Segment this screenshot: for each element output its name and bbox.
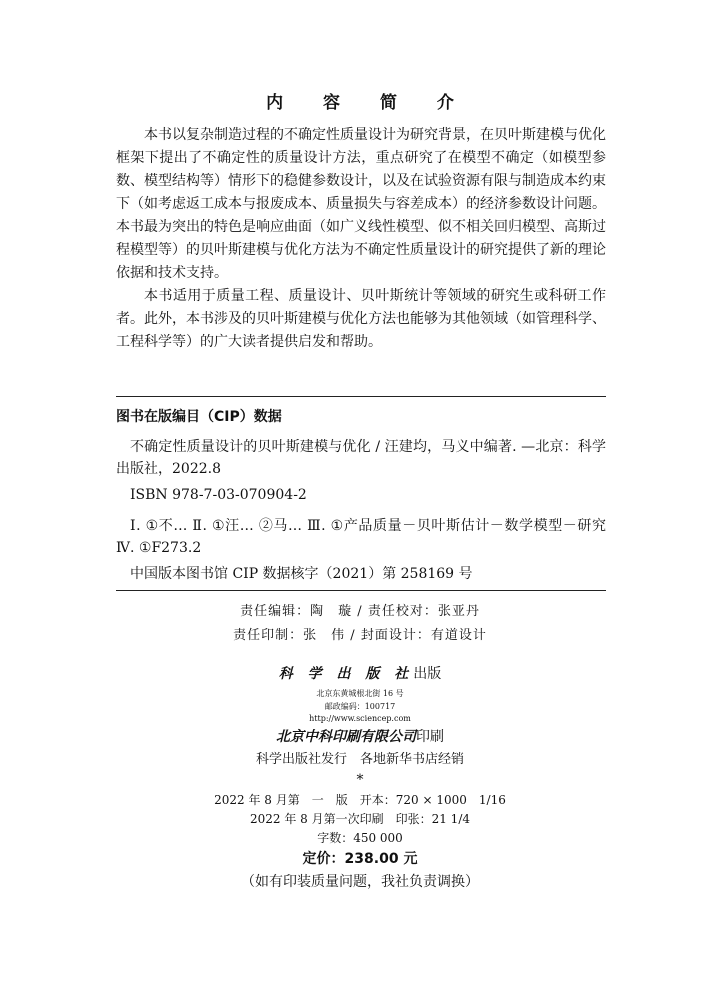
printer-logo: 北京中科印刷有限公司 [276,729,416,745]
cip-classification [116,515,606,559]
cip-heading: 图书在版编目（CIP）数据 [116,409,282,425]
publisher-url: http://www.sciencep.com [309,714,411,723]
publisher-logo: 科 学 出 版 社 [278,666,414,682]
publisher-address: 北京东黄城根北街 16 号 [316,689,404,698]
printing-credits: 责任印制：张 伟 / 封面设计：有道设计 [233,628,487,643]
content-summary [116,124,606,354]
publisher-line [0,663,720,683]
top-divider [116,396,606,397]
printer-line [0,726,720,746]
publisher-postcode: 邮政编码：100717 [324,702,396,711]
cip-core-text: 中国版本图书馆 CIP 数据核字（2021）第 258169 号 [130,566,473,582]
page-title: 内 容 简 介 [266,93,471,113]
separator-star: * [356,772,364,788]
publisher-suffix: 出版 [413,666,442,682]
distribution-line: 科学出版社发行 各地新华书店经销 [255,752,464,767]
printing-line: 2022 年 8 月第一次印刷 印张：21 1/4 [249,812,470,826]
cip-record-text: 不确定性质量设计的贝叶斯建模与优化 / 汪建均，马义中编著. —北京：科学出版社，2022.8 [116,439,606,477]
price: 定价：238.00 元 [302,851,418,867]
summary-paragraph-2: 本书适用于质量工程、质量设计、贝叶斯统计等领域的研究生或科研工作者。此外，本书涉及的贝叶斯建模与优化方法也能够为其他领域（如管理科学、工程科学等）的广大读者提供启发和帮助。 [116,288,606,350]
cip-isbn-text: ISBN 978-7-03-070904-2 [130,487,307,503]
cip-record [116,436,606,480]
bottom-divider [116,590,606,591]
edition-line: 2022 年 8 月第 一 版 开本：720 × 1000 1/16 [214,793,506,807]
quality-note: （如有印装质量问题，我社负责调换） [241,874,479,890]
cip-classification-text: Ⅰ. ①不… Ⅱ. ①汪… ②马… Ⅲ. ①产品质量－贝叶斯估计－数学模型－研究 Ⅳ. ①F273.2 [116,518,606,556]
printer-suffix: 印刷 [416,729,444,745]
cip-isbn [116,484,606,506]
editor-credits: 责任编辑：陶 璇 / 责任校对：张亚丹 [240,604,480,619]
cip-core-number [116,563,606,585]
summary-paragraph-1: 本书以复杂制造过程的不确定性质量设计为研究背景，在贝叶斯建模与优化框架下提出了不确定性的质量设计方法，重点研究了在模型不确定（如模型参数、模型结构等）情形下的稳健参数设计，以及在试验资源有限与制造成本约束下（如考虑返工成本与报废成本、质量损失与容差成本）的经济参数设计问题。本书最为突出的特色是响应曲面（如广义线性模型、似不相关回归模型、高斯过程模型等）的贝叶斯建模与优化方法为不确定性质量设计的研究提供了新的理论依据和技术支持。 [116,127,606,281]
word-count: 字数：450 000 [317,831,403,845]
